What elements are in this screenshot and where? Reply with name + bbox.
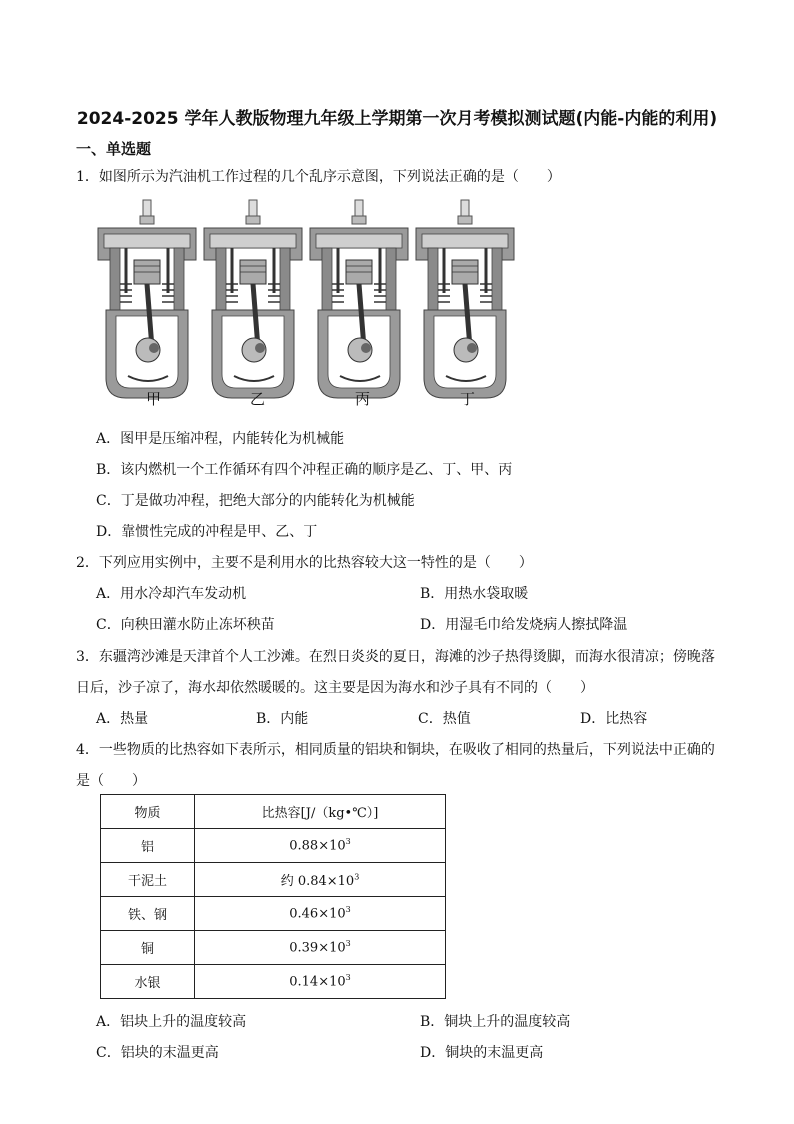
- q3-option-d[interactable]: D．比热容: [580, 711, 648, 727]
- specific-heat-table: [100, 794, 446, 999]
- engine-label-yi: 乙: [250, 390, 266, 408]
- table-row: [101, 863, 446, 897]
- q2-option-c[interactable]: C．向秧田灌水防止冻坏秧苗: [96, 617, 275, 633]
- table-cell-substance: 铜: [101, 931, 195, 965]
- q4-stem-line1: 4．一些物质的比热容如下表所示，相同质量的铝块和铜块，在吸收了相同的热量后，下列说法中正确的: [76, 742, 715, 758]
- engine-stroke-diagram: [96, 198, 516, 418]
- table-cell-substance: 铁、钢: [101, 897, 195, 931]
- q2-option-b[interactable]: B．用热水袋取暖: [420, 586, 529, 602]
- q4-stem-line2: 是（ ）: [76, 773, 146, 789]
- q1-option-d[interactable]: D．靠惯性完成的冲程是甲、乙、丁: [96, 524, 318, 540]
- table-row: [101, 829, 446, 863]
- table-cell-value: 约 $0.84\times 10^3$: [195, 863, 446, 897]
- q1-option-a[interactable]: A．图甲是压缩冲程，内能转化为机械能: [96, 431, 345, 447]
- q3-option-c[interactable]: C．热值: [418, 711, 471, 727]
- q2-stem: 2．下列应用实例中，主要不是利用水的比热容较大这一特性的是（ ）: [76, 555, 533, 571]
- table-cell-value: $0.14\times 10^3$: [195, 965, 446, 999]
- table-cell-substance: 水银: [101, 965, 195, 999]
- table-cell-value: $0.39\times 10^3$: [195, 931, 446, 965]
- q1-option-c[interactable]: C．丁是做功冲程，把绝大部分的内能转化为机械能: [96, 493, 415, 509]
- table-cell-substance: 干泥土: [101, 863, 195, 897]
- q4-option-c[interactable]: C．铝块的末温更高: [96, 1045, 219, 1061]
- q4-option-a[interactable]: A．铝块上升的温度较高: [96, 1014, 247, 1030]
- q4-option-b[interactable]: B．铜块上升的温度较高: [420, 1014, 571, 1030]
- q3-stem-line2: 日后，沙子凉了，海水却依然暖暖的。这主要是因为海水和沙子具有不同的（ ）: [76, 680, 594, 696]
- q1-stem: 1．如图所示为汽油机工作过程的几个乱序示意图，下列说法正确的是（ ）: [76, 169, 561, 185]
- table-header-row: [101, 795, 446, 829]
- table-header-specific-heat: 比热容[J/（kg•℃）]: [195, 795, 446, 829]
- q3-option-a[interactable]: A．热量: [96, 711, 149, 727]
- section-heading: 一、单选题: [76, 140, 152, 158]
- q3-option-b[interactable]: B．内能: [256, 711, 309, 727]
- q3-stem-line1: 3．东疆湾沙滩是天津首个人工沙滩。在烈日炎炎的夏日，海滩的沙子热得烫脚，而海水很清凉；傍晚落: [76, 649, 715, 665]
- table-cell-substance: 铝: [101, 829, 195, 863]
- engine-label-bing: 丙: [355, 390, 371, 408]
- q2-option-a[interactable]: A．用水冷却汽车发动机: [96, 586, 247, 602]
- engine-label-ding: 丁: [460, 390, 476, 408]
- table-row: [101, 897, 446, 931]
- engine-label-jia: 甲: [146, 390, 162, 408]
- page-title: 2024-2025 学年人教版物理九年级上学期第一次月考模拟测试题(内能-内能的利用): [76, 109, 718, 129]
- table-row: [101, 965, 446, 999]
- q1-option-b[interactable]: B．该内燃机一个工作循环有四个冲程正确的顺序是乙、丁、甲、丙: [96, 462, 513, 478]
- q4-option-d[interactable]: D．铜块的末温更高: [420, 1045, 544, 1061]
- table-header-substance: 物质: [101, 795, 195, 829]
- table-cell-value: $0.88\times 10^3$: [195, 829, 446, 863]
- table-row: [101, 931, 446, 965]
- table-cell-value: $0.46\times 10^3$: [195, 897, 446, 931]
- q2-option-d[interactable]: D．用湿毛巾给发烧病人擦拭降温: [420, 617, 628, 633]
